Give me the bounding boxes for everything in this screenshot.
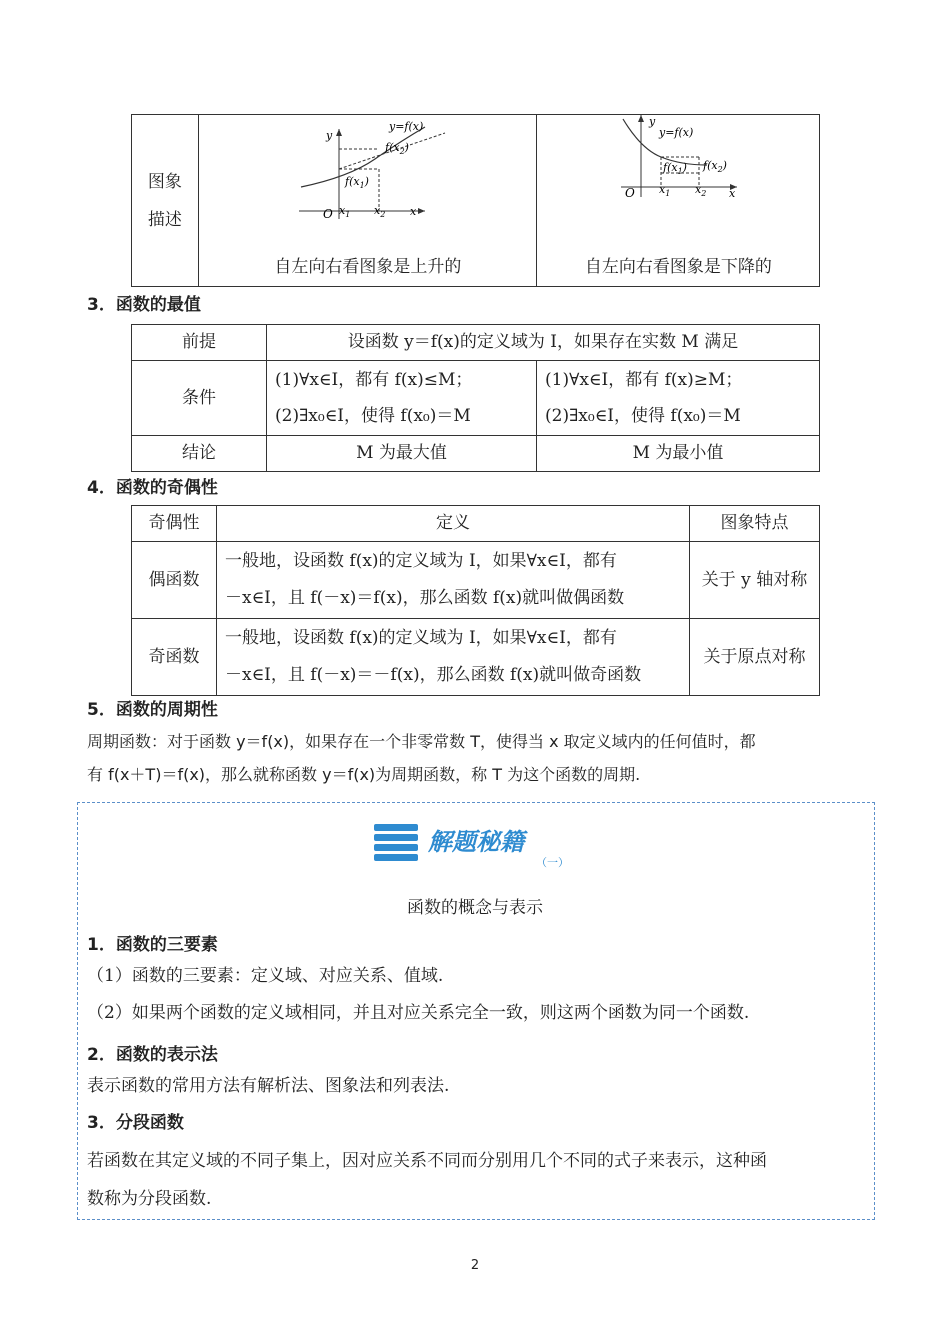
odd-label: 奇函数	[132, 619, 217, 696]
section-4-heading: 4．函数的奇偶性	[87, 478, 218, 498]
premise-text: 设函数 y＝f(x)的定义域为 I，如果存在实数 M 满足	[267, 325, 820, 361]
header-parity: 奇偶性	[132, 506, 217, 542]
x2-label: $x_2$	[694, 183, 707, 198]
f-x2-label: $f(x_2)$	[702, 159, 727, 174]
banner	[370, 818, 590, 878]
monotonicity-table	[131, 114, 820, 287]
even-feature: 关于 y 轴对称	[690, 542, 820, 619]
min-condition-2: (2)∃x₀∈I，使得 f(x₀)＝M	[545, 406, 741, 426]
min-conditions	[537, 361, 820, 436]
box-subtitle: 函数的概念与表示	[407, 898, 543, 918]
box-heading-1: 1．函数的三要素	[87, 935, 218, 955]
curve-label: y=f(x)	[388, 120, 424, 133]
box-heading-2: 2．函数的表示法	[87, 1045, 218, 1065]
odd-feature: 关于原点对称	[690, 619, 820, 696]
row-label-graph-description: 图象 描述	[132, 115, 199, 287]
even-definition: 一般地，设函数 f(x)的定义域为 I，如果∀x∈I，都有 －x∈I，且 f(－x)＝f(x)，那么函数 f(x)就叫做偶函数	[217, 542, 690, 619]
x-axis-label: x	[409, 205, 417, 218]
premise-label: 前提	[132, 325, 267, 361]
f-x1-label: $f(x_1)$	[662, 161, 687, 176]
decreasing-graph	[537, 115, 820, 245]
header-graph-feature: 图象特点	[690, 506, 820, 542]
min-condition-1: (1)∀x∈I，都有 f(x)≥M；	[545, 370, 743, 390]
banner-subtitle: （一）	[536, 856, 569, 869]
header-definition: 定义	[217, 506, 690, 542]
origin-label: O	[624, 186, 635, 200]
increasing-cell	[198, 115, 536, 287]
decreasing-caption: 自左向右看图象是下降的	[584, 257, 772, 277]
section-5-heading: 5．函数的周期性	[87, 700, 218, 720]
max-conditions	[267, 361, 537, 436]
parity-table	[131, 505, 820, 696]
box-paragraph-3: 若函数在其定义域的不同子集上，因对应关系不同而分别用几个不同的式子来表示，这种函 数称为分段函数.	[87, 1151, 767, 1209]
increasing-caption: 自左向右看图象是上升的	[274, 257, 462, 277]
curve-label: y=f(x)	[658, 126, 694, 139]
odd-definition: 一般地，设函数 f(x)的定义域为 I，如果∀x∈I，都有 －x∈I，且 f(－x)＝－f(x)，那么函数 f(x)就叫做奇函数	[217, 619, 690, 696]
x1-label: $x_1$	[658, 183, 671, 198]
section-3-heading: 3．函数的最值	[87, 295, 201, 315]
f-x1-label: $f(x_1)$	[344, 175, 369, 190]
f-x2-label: $f(x_2)$	[384, 141, 409, 156]
x-axis-label: x	[728, 187, 736, 200]
books-icon	[374, 824, 418, 861]
max-conclusion: M 为最大值	[267, 436, 537, 472]
box-paragraph-2: 表示函数的常用方法有解析法、图象法和列表法.	[87, 1076, 450, 1096]
min-conclusion: M 为最小值	[537, 436, 820, 472]
max-condition-1: (1)∀x∈I，都有 f(x)≤M；	[275, 370, 473, 390]
x1-label: $x_1$	[338, 204, 351, 219]
decreasing-cell	[536, 115, 819, 287]
x2-label: $x_2$	[373, 204, 386, 219]
extremum-table	[131, 324, 820, 472]
increasing-graph	[199, 115, 537, 245]
y-axis-label: y	[325, 129, 333, 142]
periodic-paragraph: 周期函数：对于函数 y＝f(x)，如果存在一个非零常数 T，使得当 x 取定义域内的任何值时，都 有 f(x＋T)＝f(x)，那么就称函数 y＝f(x)为周期函数，称 T 为这个函数的周期.	[87, 732, 756, 784]
banner-title: 解题秘籍	[428, 827, 524, 856]
conclusion-label: 结论	[132, 436, 267, 472]
condition-label: 条件	[132, 361, 267, 436]
box-paragraph-1: （1）函数的三要素：定义域、对应关系、值域. （2）如果两个函数的定义域相同，并且对应关系完全一致，则这两个函数为同一个函数.	[87, 966, 750, 1023]
max-condition-2: (2)∃x₀∈I，使得 f(x₀)＝M	[275, 406, 471, 426]
even-label: 偶函数	[132, 542, 217, 619]
page-number: 2	[470, 1258, 480, 1273]
box-heading-3: 3．分段函数	[87, 1113, 184, 1133]
origin-label: O	[322, 207, 333, 221]
y-axis-label: y	[648, 115, 656, 128]
